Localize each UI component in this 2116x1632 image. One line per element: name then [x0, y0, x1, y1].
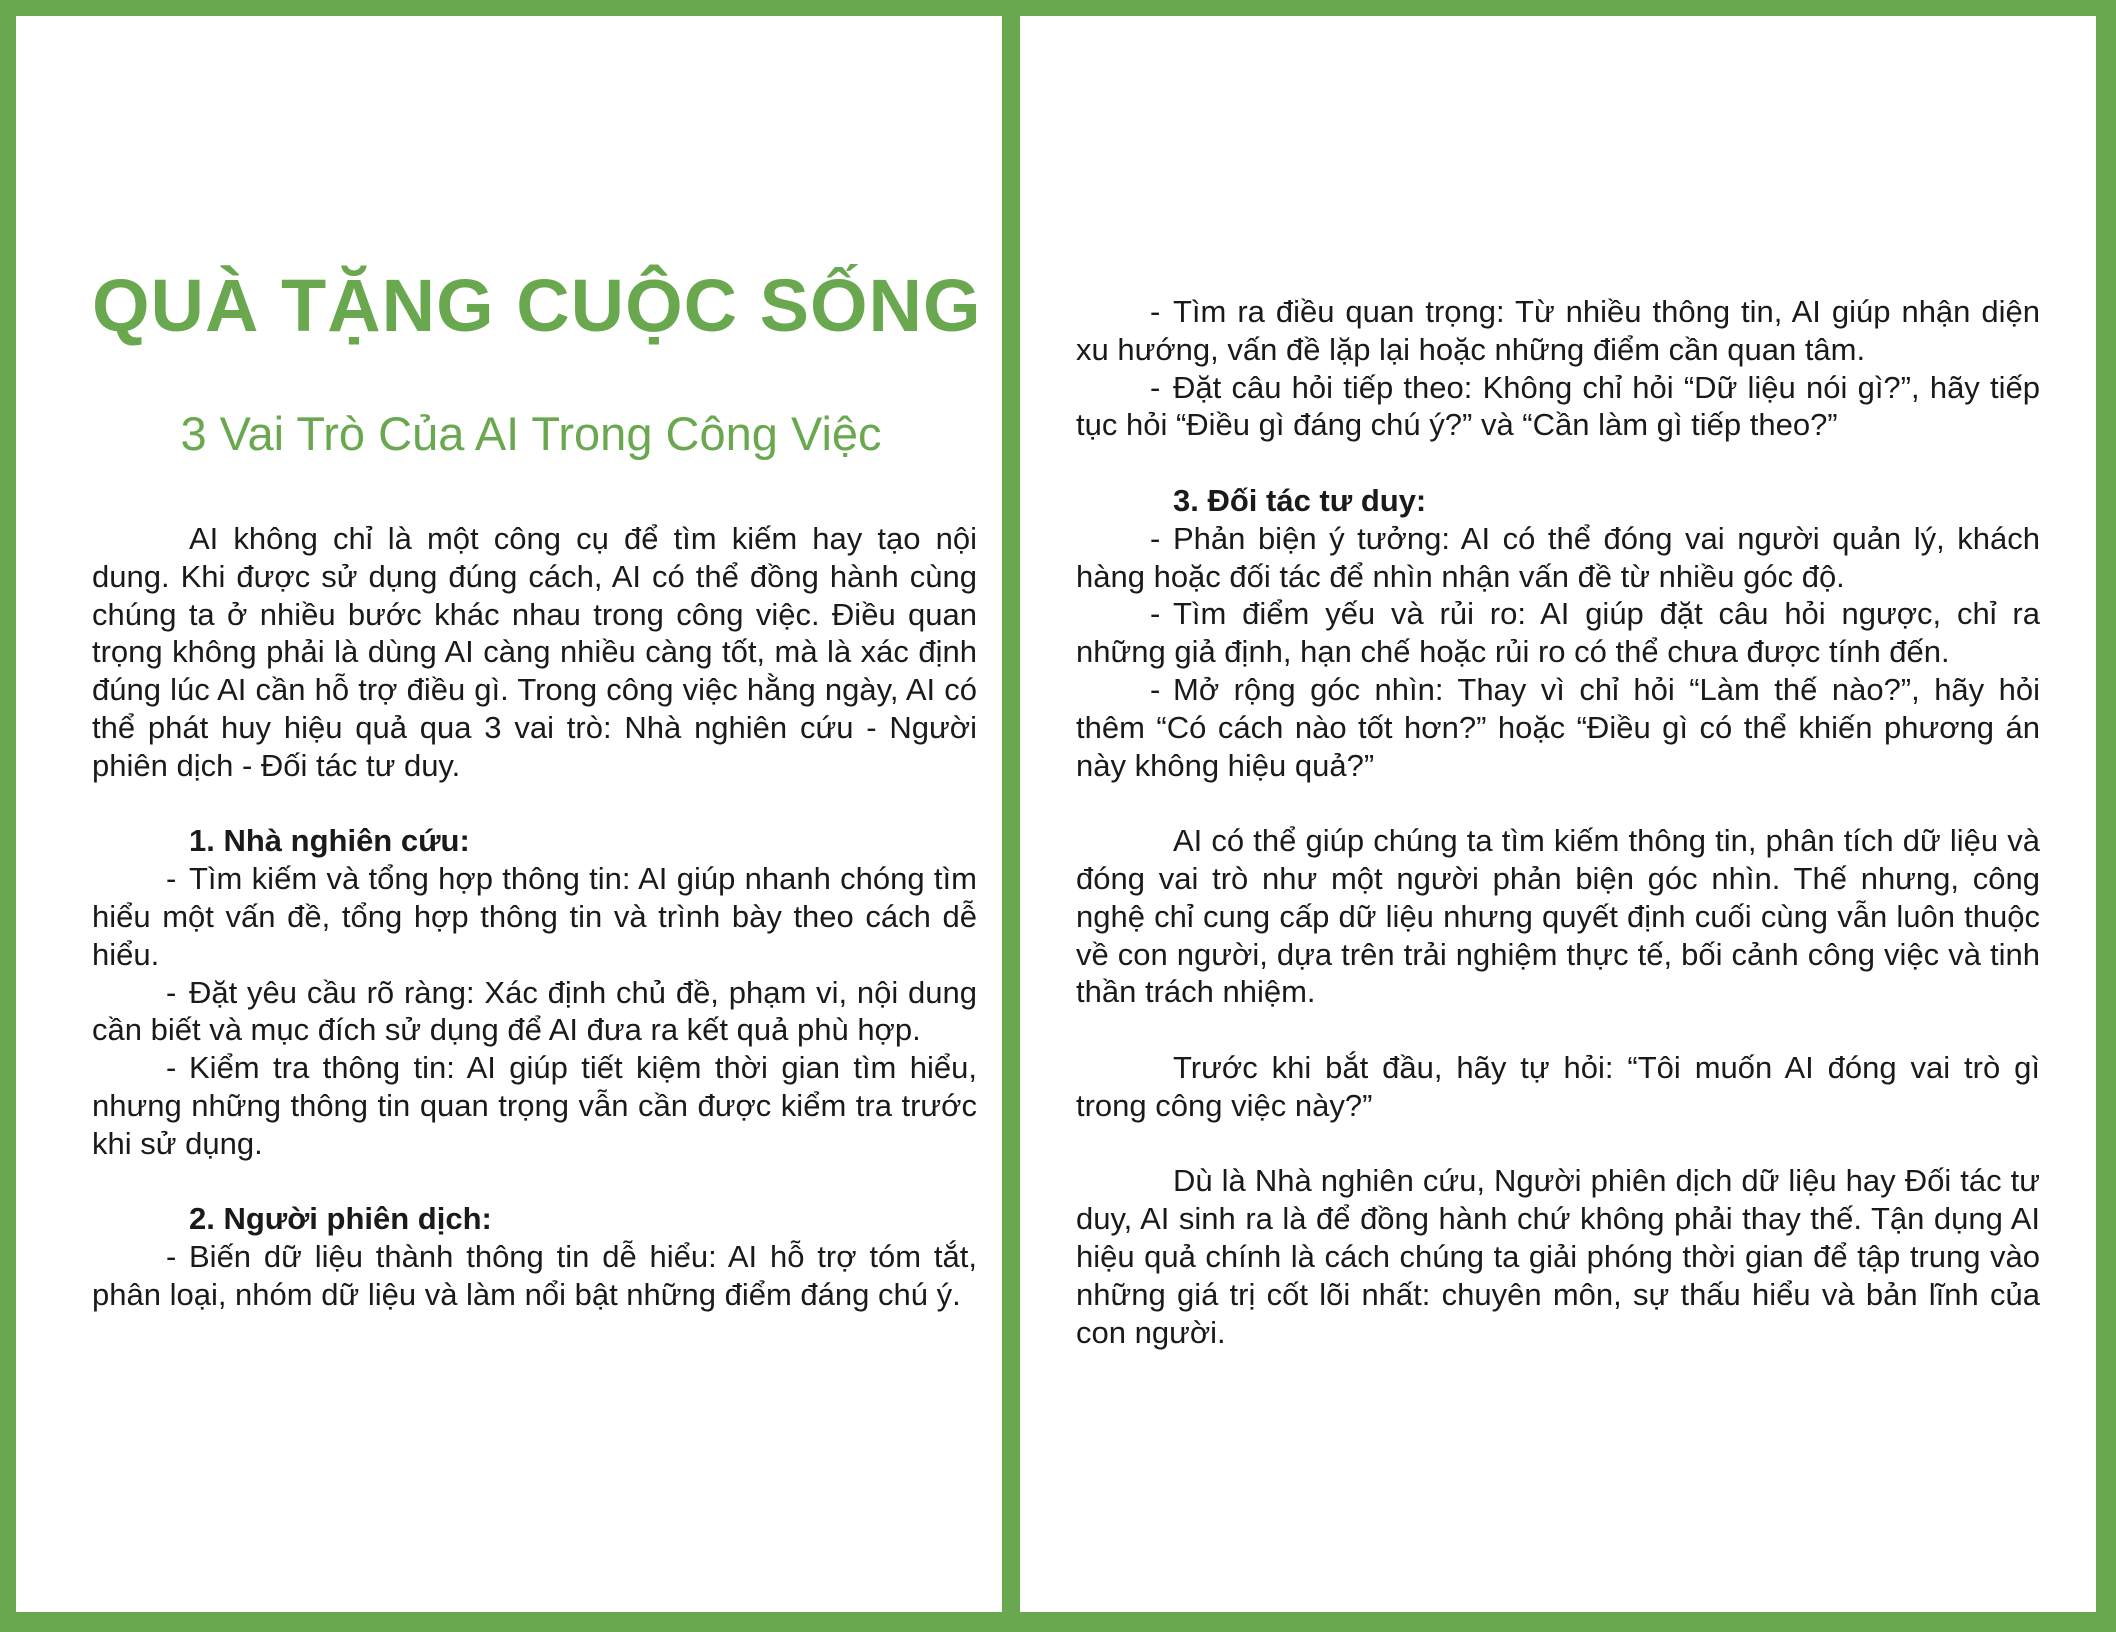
page-subtitle: 3 Vai Trò Của AI Trong Công Việc: [180, 407, 882, 460]
list-item: - Tìm điểm yếu và rủi ro: AI giúp đặt câu hỏi ngược, chỉ ra những giả định, hạn chế hoặc rủi ro có thể chưa được tính đến.: [1076, 596, 2040, 670]
right-column-text: [1076, 293, 2040, 1351]
list-item: - Đặt yêu cầu rõ ràng: Xác định chủ đề, phạm vi, nội dung cần biết và mục đích sử dụng để AI đưa ra kết quả phù hợp.: [92, 974, 977, 1048]
list-item: - Tìm kiếm và tổng hợp thông tin: AI giúp nhanh chóng tìm hiểu một vấn đề, tổng hợp thông tin và trình bày theo cách dễ hiểu.: [92, 861, 977, 972]
question-paragraph: Trước khi bắt đầu, hãy tự hỏi: “Tôi muốn AI đóng vai trò gì trong công việc này?”: [1076, 1049, 2040, 1123]
page-title: QUÀ TẶNG CUỘC SỐNG: [92, 264, 982, 347]
section-heading-researcher: 1. Nhà nghiên cứu:: [189, 823, 470, 859]
list-item: - Phản biện ý tưởng: AI có thể đóng vai người quản lý, khách hàng hoặc đối tác để nhìn nhận vấn đề từ nhiều góc độ.: [1076, 520, 2040, 594]
list-item: - Mở rộng góc nhìn: Thay vì chỉ hỏi “Làm thế nào?”, hãy hỏi thêm “Có cách nào tốt hơn?” hoặc “Điều gì có thể khiến phương án này không hiệu quả?”: [1076, 671, 2040, 783]
right-page: [1020, 16, 2096, 1612]
section-heading-thinking-partner: 3. Đối tác tư duy:: [1173, 482, 1427, 518]
list-item: - Kiểm tra thông tin: AI giúp tiết kiệm thời gian tìm hiểu, nhưng những thông tin quan trọng vẫn cần được kiểm tra trước khi sử dụng.: [92, 1050, 977, 1161]
closing-paragraph: Dù là Nhà nghiên cứu, Người phiên dịch dữ liệu hay Đối tác tư duy, AI sinh ra là để đồng hành chứ không phải thay thế. Tận dụng AI hiệu quả chính là cách chúng ta giải phóng thời gian để tập trung vào những giá trị cốt lõi nhất: chuyên môn, sự thấu hiểu và bản lĩnh của con người.: [1076, 1163, 2040, 1350]
list-item: - Tìm ra điều quan trọng: Từ nhiều thông tin, AI giúp nhận diện xu hướng, vấn đề lặp lại hoặc những điểm cần quan tâm.: [1076, 294, 2040, 367]
conclusion-paragraph: AI có thể giúp chúng ta tìm kiếm thông tin, phân tích dữ liệu và đóng vai trò như một người phản biện góc nhìn. Thế nhưng, công nghệ chỉ cung cấp dữ liệu nhưng quyết định cuối cùng vẫn luôn thuộc về con người, dựa trên trải nghiệm thực tế, bối cảnh công việc và tinh thần trách nhiệm.: [1076, 823, 2040, 1010]
left-column-text: [92, 520, 977, 1314]
list-item: - Đặt câu hỏi tiếp theo: Không chỉ hỏi “Dữ liệu nói gì?”, hãy tiếp tục hỏi “Điều gì đáng chú ý?” và “Cần làm gì tiếp theo?”: [1076, 369, 2040, 443]
left-page: [16, 16, 1002, 1612]
list-item: - Biến dữ liệu thành thông tin dễ hiểu: AI hỗ trợ tóm tắt, phân loại, nhóm dữ liệu và làm nổi bật những điểm đáng chú ý.: [92, 1239, 977, 1312]
intro-paragraph: AI không chỉ là một công cụ để tìm kiếm hay tạo nội dung. Khi được sử dụng đúng cách, AI có thể đồng hành cùng chúng ta ở nhiều bước khác nhau trong công việc. Điều quan trọng không phải là dùng AI càng nhiều càng tốt, mà là xác định đúng lúc AI cần hỗ trợ điều gì. Trong công việc hằng ngày, AI có thể phát huy hiệu quả qua 3 vai trò: Nhà nghiên cứu - Người phiên dịch - Đối tác tư duy.: [92, 521, 977, 783]
section-heading-translator: 2. Người phiên dịch:: [189, 1201, 492, 1237]
